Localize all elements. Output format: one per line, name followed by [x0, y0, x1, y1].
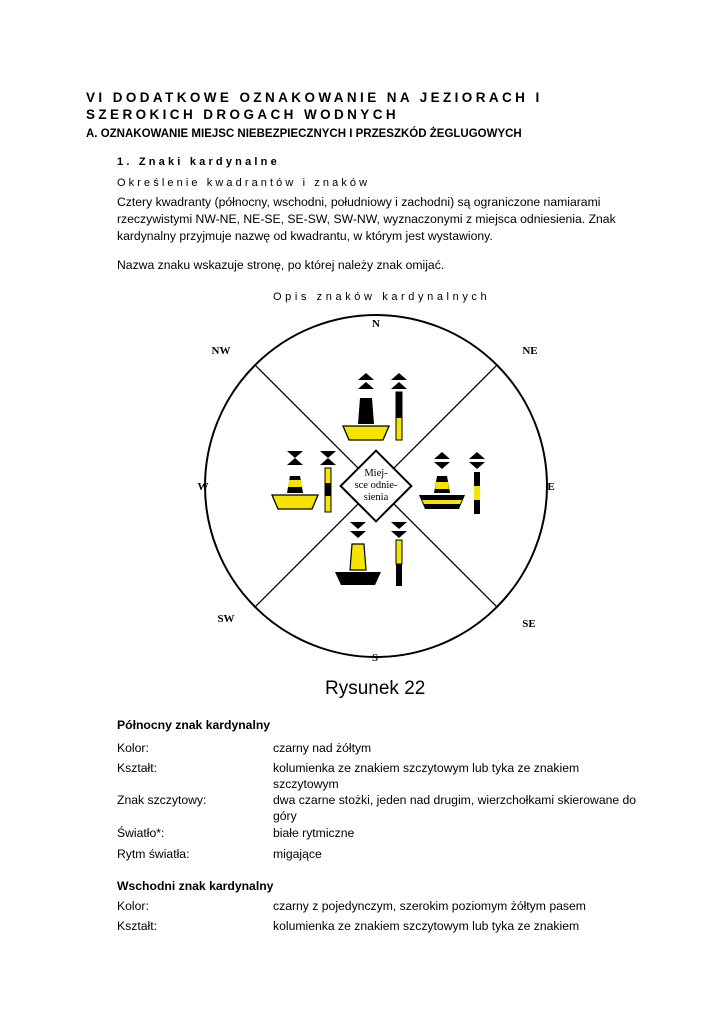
compass-label-ne: NE: [522, 345, 538, 357]
north-buoy-icon: [343, 373, 389, 440]
compass-label-sw: SW: [217, 613, 235, 625]
compass-label-e: E: [547, 481, 555, 493]
north-topmark-value: dwa czarne stożki, jeden nad drugim, wierzchołkami skierowane do góry: [273, 793, 637, 823]
north-spar-icon: [391, 373, 407, 440]
compass-label-s: S: [371, 652, 379, 664]
north-topmark-key: Znak szczytowy:: [117, 793, 207, 807]
east-buoy-icon: [419, 476, 465, 509]
north-rhythm-key: Rytm światła:: [117, 847, 190, 861]
north-mark-heading: Północny znak kardynalny: [117, 718, 271, 732]
north-shape-key: Kształt:: [117, 761, 157, 775]
east-shape-value: kolumienka ze znakiem szczytowym lub tyka ze znakiem: [273, 919, 580, 933]
center-label-line3: sienia: [363, 492, 389, 503]
north-color-value: czarny nad żółtym: [273, 741, 372, 755]
center-label-line1: Miej-: [364, 468, 388, 479]
compass-label-nw: NW: [211, 345, 231, 357]
north-light-value: białe rytmiczne: [273, 826, 355, 840]
east-color-key: Kolor:: [117, 899, 149, 913]
south-spar-icon: [391, 522, 407, 586]
section-heading: A. OZNAKOWANIE MIEJSC NIEBEZPIECZNYCH I PRZESZKÓD ŻEGLUGOWYCH: [86, 128, 522, 140]
chapter-heading-line1: VI DODATKOWE OZNAKOWANIE NA JEZIORACH I: [86, 90, 543, 105]
cardinal-marks-figure: [190, 306, 570, 676]
subheading: Określenie kwadrantów i znaków: [117, 177, 371, 189]
north-rhythm-value: migające: [273, 847, 322, 861]
figure-caption: Opis znaków kardynalnych: [273, 291, 491, 303]
north-color-key: Kolor:: [117, 741, 149, 755]
west-topmark-icon: [287, 451, 303, 465]
east-spar-icon: [469, 452, 485, 514]
paragraph-quadrants: Cztery kwadranty (północny, wschodni, południowy i zachodni) są ograniczone namiarami rzeczywistymi NW-NE, NE-SE, SE-SW, SW-NW, wyznaczonymi z miejsca odniesienia. Znak kardynalny przyjmuje nazwę od kwadrantu, w którym jest wystawiony.: [117, 195, 616, 243]
north-light-key: Światło*:: [117, 826, 165, 840]
east-color-value: czarny z pojedynczym, szerokim poziomym żółtym pasem: [273, 899, 586, 913]
compass-label-n: N: [372, 318, 380, 330]
east-shape-key: Kształt:: [117, 919, 157, 933]
center-label-line2: sce odnie-: [354, 480, 398, 491]
paragraph-naming: Nazwa znaku wskazuje stronę, po której należy znak omijać.: [117, 258, 445, 272]
compass-label-w: W: [197, 481, 209, 493]
compass-label-se: SE: [522, 618, 536, 630]
east-mark-heading: Wschodni znak kardynalny: [117, 879, 274, 893]
figure-title: Rysunek 22: [325, 678, 426, 699]
chapter-heading-line2: SZEROKICH DROGACH WODNYCH: [86, 107, 399, 122]
south-buoy-icon: [335, 522, 381, 585]
north-shape-value: kolumienka ze znakiem szczytowym lub tyka ze znakiem szczytowym: [273, 761, 580, 791]
west-spar-icon: [320, 451, 336, 512]
subsection-heading: 1. Znaki kardynalne: [117, 156, 280, 168]
west-buoy-icon: [272, 476, 318, 509]
east-topmark-icon: [434, 452, 450, 469]
